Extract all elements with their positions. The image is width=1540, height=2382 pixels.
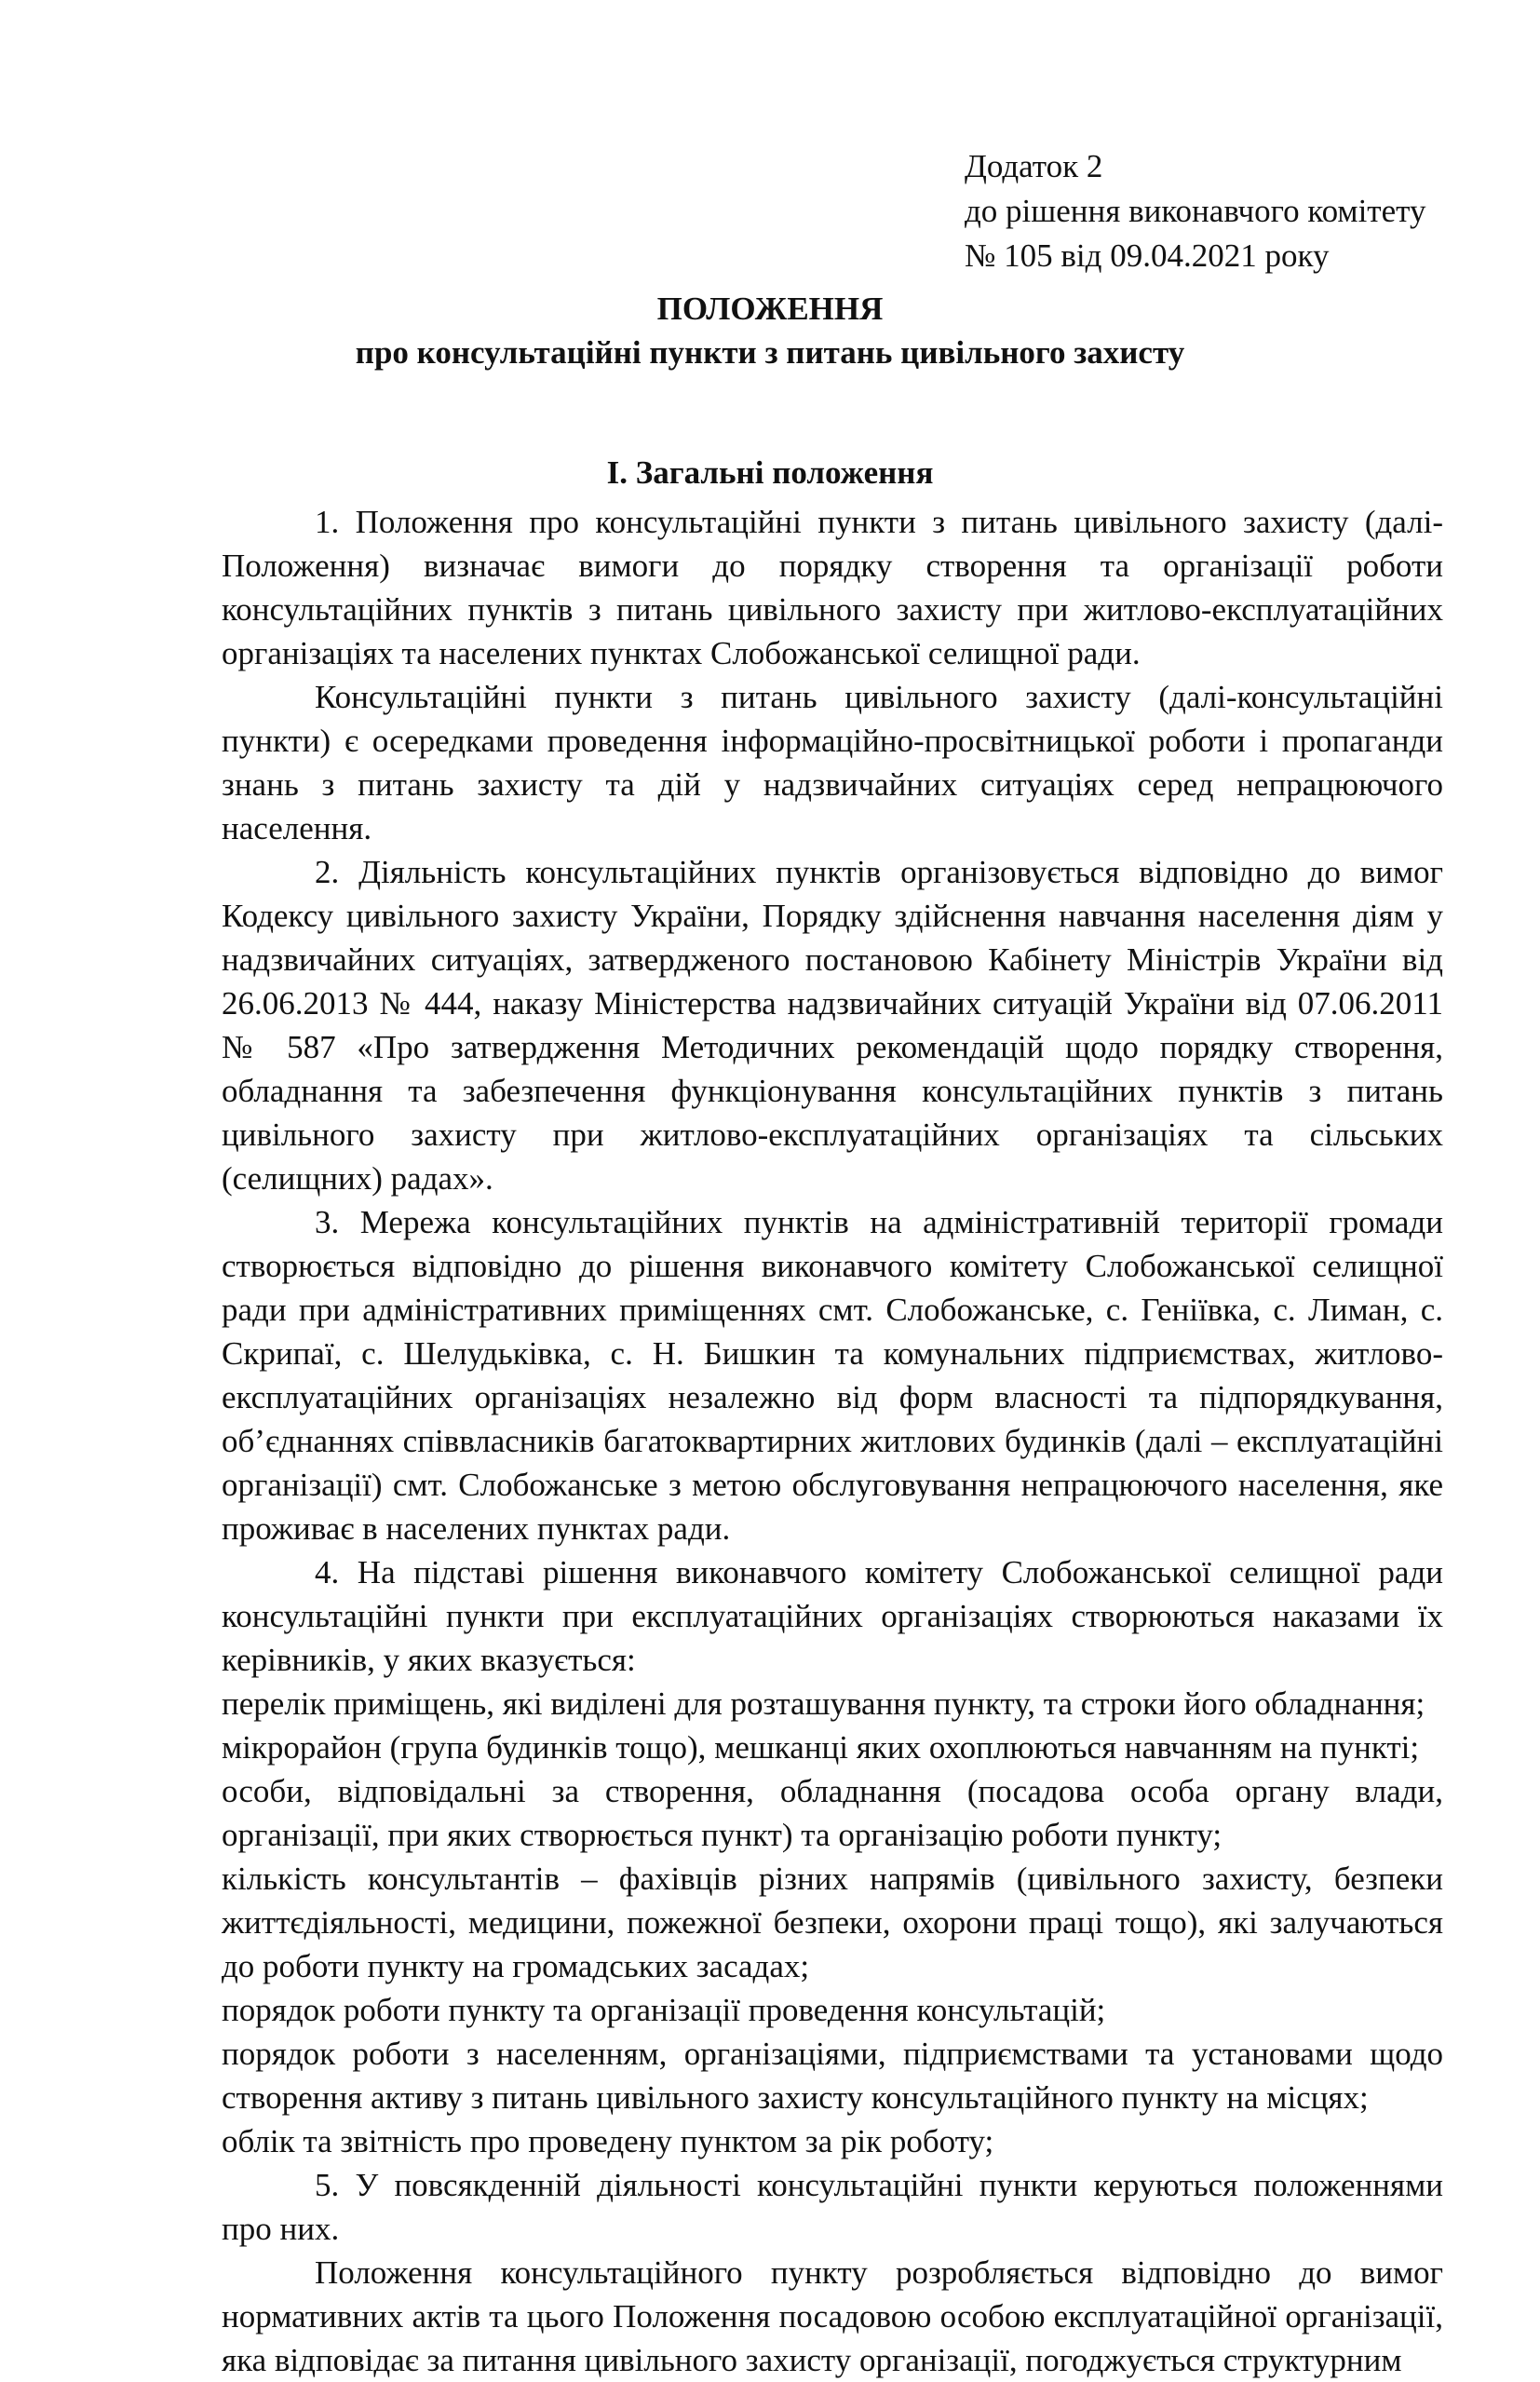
- paragraph-3: 2. Діяльність консультаційних пунктів організовується відповідно до вимог Кодексу цивільного захисту України, Порядку здійснення навчання населення діям у надзвичайних ситуаціях, затвердженого постановою Кабінету Міністрів України від 26.06.2013 № 444, наказу Міністерства надзвичайних ситуацій України від 07.06.2011 № 587 «Про затвердження Методичних рекомендацій щодо порядку створення, обладнання та забезпечення функціонування консультаційних пунктів з питань цивільного захисту при житлово-експлуатаційних організаціях та сільських (селищних) радах».: [222, 854, 1443, 1197]
- annex-line-decision: до рішення виконавчого комітету: [965, 193, 1426, 229]
- paragraph-1: 1. Положення про консультаційні пункти з питань цивільного захисту (далі-Положення) визначає вимоги до порядку створення та організації роботи консультаційних пунктів з питань цивільного захисту при житлово-експлуатаційних організаціях та населених пунктах Слобожанської селищної ради.: [222, 504, 1443, 671]
- paragraph-4: 3. Мережа консультаційних пунктів на адміністративній території громади створюється відповідно до рішення виконавчого комітету Слобожанської селищної ради при адміністративних приміщеннях смт. Слобожанське, с. Геніївка, с. Лиман, с. Скрипаї, с. Шелудьківка, с. Н. Бишкин та комунальних підприємствах, житлово-експлуатаційних організаціях незалежно від форм власності та підпорядкування, об’єднаннях співвласників багатоквартирних житлових будинків (далі – експлуатаційні організації) смт. Слобожанське з метою обслуговування непрацюючого населення, яке проживає в населених пунктах ради.: [222, 1204, 1443, 1547]
- annex-line-number: Додаток 2: [965, 148, 1103, 184]
- list-item-consultants: кількість консультантів – фахівців різних напрямів (цивільного захисту, безпеки життєдіяльності, медицини, пожежної безпеки, охорони праці тощо), які залучаються до роботи пункту на громадських засадах;: [222, 1861, 1443, 1984]
- list-item-premises: перелік приміщень, які виділені для розташування пункту, та строки його обладнання;: [222, 1685, 1425, 1722]
- list-item-reporting: облік та звітність про проведену пунктом за рік роботу;: [222, 2123, 994, 2159]
- document-body: [222, 500, 1443, 2382]
- paragraph-2: Консультаційні пункти з питань цивільного захисту (далі-консультаційні пункти) є осередками проведення інформаційно-просвітницької роботи і пропаганди знань з питань захисту та дій у надзвичайних ситуаціях серед непрацюючого населення.: [222, 679, 1443, 846]
- document-subtitle: про консультаційні пункти з питань цивільного захисту: [355, 334, 1185, 371]
- section-heading: І. Загальні положення: [606, 454, 934, 491]
- list-item-work-order: порядок роботи пункту та організації проведення консультацій;: [222, 1992, 1106, 2028]
- document-title: ПОЛОЖЕННЯ: [656, 291, 884, 327]
- paragraph-7: Положення консультаційного пункту розробляється відповідно до вимог нормативних актів та цього Положення посадовою особою експлуатаційної організації, яка відповідає за питання цивільного захисту організації, погоджується структурним: [222, 2254, 1443, 2378]
- paragraph-6: 5. У повсякденній діяльності консультаційні пункти керуються положеннями про них.: [222, 2167, 1443, 2247]
- paragraph-5: 4. На підставі рішення виконавчого комітету Слобожанської селищної ради консультаційні пункти при експлуатаційних організаціях створюються наказами їх керівників, у яких вказується:: [222, 1554, 1443, 1678]
- annex-line-date: № 105 від 09.04.2021 року: [965, 237, 1330, 274]
- list-item-population-work: порядок роботи з населенням, організаціями, підприємствами та установами щодо створення активу з питань цивільного захисту консультаційного пункту на місцях;: [222, 2036, 1443, 2116]
- annex-block: [965, 144, 1486, 278]
- list-item-responsible: особи, відповідальні за створення, обладнання (посадова особа органу влади, організації, при яких створюється пункт) та організацію роботи пункту;: [222, 1773, 1443, 1853]
- list-item-microdistrict: мікрорайон (група будинків тощо), мешканці яких охоплюються навчанням на пункті;: [222, 1729, 1420, 1766]
